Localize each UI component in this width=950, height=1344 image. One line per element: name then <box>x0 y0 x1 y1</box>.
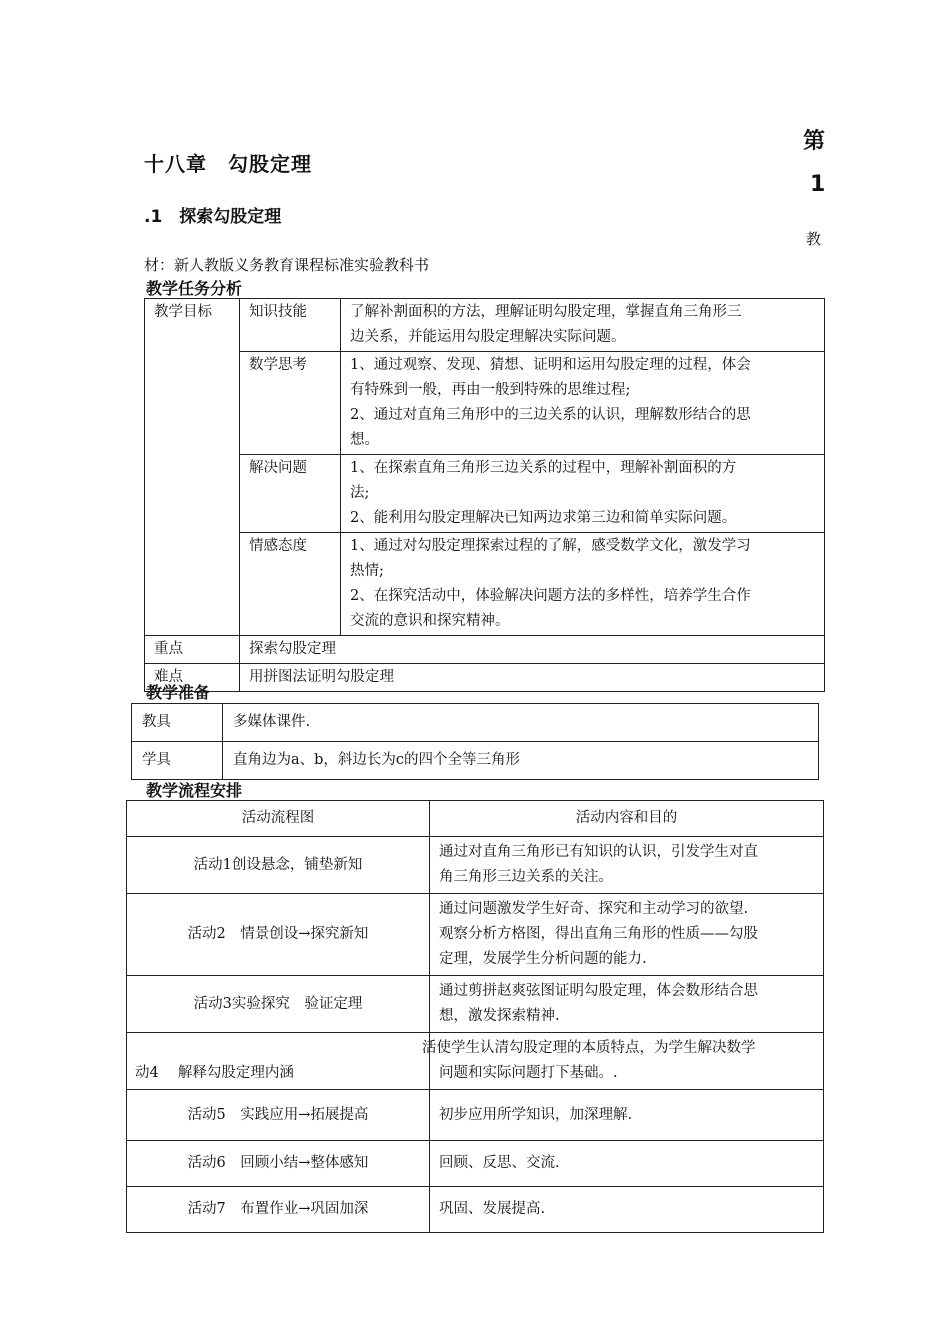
category-cell: 情感态度 <box>240 533 341 636</box>
activity-cell: 活动6 回顾小结→整体感知 <box>127 1141 430 1187</box>
content-line: 热情; <box>350 563 384 579</box>
chapter-title: 十八章 勾股定理 <box>144 152 312 176</box>
content-line: 想。 <box>350 432 379 448</box>
purpose-line: 想，激发探索精神. <box>439 1008 560 1024</box>
table-row <box>127 1033 824 1090</box>
table-row <box>132 742 819 780</box>
task-analysis-heading: 教学任务分析 <box>146 279 243 298</box>
category-cell: 解决问题 <box>240 455 341 533</box>
key-label: 重点 <box>145 636 240 664</box>
content-line: 法; <box>350 485 370 501</box>
section-title: .1 探索勾股定理 <box>144 207 282 227</box>
table-row <box>127 894 824 976</box>
content-line: 2、通过对直角三角形中的三边关系的认识，理解数形结合的思 <box>350 407 751 423</box>
category-cell: 数学思考 <box>240 352 341 455</box>
table-row <box>145 664 825 692</box>
side-char-one: 1 <box>810 172 826 197</box>
goal-label: 教学目标 <box>145 299 240 636</box>
prep-value: 直角边为a、b，斜边长为c的四个全等三角形 <box>223 742 819 780</box>
purpose-cell: 回顾、反思、交流. <box>430 1141 824 1187</box>
table-row <box>127 1141 824 1187</box>
activity-cell: 动4 解释勾股定理内涵 <box>127 1033 430 1090</box>
prep-label: 教具 <box>132 704 223 742</box>
purpose-line: 角三角形三边关系的关注。 <box>439 869 613 885</box>
category-cell: 知识技能 <box>240 299 341 352</box>
table-row <box>132 704 819 742</box>
table-row <box>127 801 824 837</box>
table-row <box>127 976 824 1033</box>
content-line: 边关系，并能运用勾股定理解决实际问题。 <box>350 329 626 345</box>
purpose-cell <box>430 894 824 976</box>
purpose-line: 观察分析方格图，得出直角三角形的性质——勾股 <box>439 926 758 942</box>
table-row <box>145 299 825 352</box>
side-char-di: 第 <box>803 129 826 154</box>
content-cell <box>341 299 825 352</box>
activity-cell: 活动2 情景创设→探究新知 <box>127 894 430 976</box>
purpose-line: 定理，发展学生分析问题的能力. <box>439 951 647 967</box>
content-line: 1、在探索直角三角形三边关系的过程中，理解补割面积的方 <box>350 460 737 476</box>
content-line: 交流的意识和探究精神。 <box>350 613 510 629</box>
task-analysis-table <box>144 298 825 692</box>
content-line: 有特殊到一般，再由一般到特殊的思维过程; <box>350 382 631 398</box>
table-row <box>145 352 825 455</box>
preparation-table <box>131 703 819 780</box>
preparation-heading: 教学准备 <box>146 683 211 702</box>
table-row <box>127 1090 824 1141</box>
purpose-cell <box>422 1033 824 1090</box>
table-row <box>145 636 825 664</box>
content-cell <box>341 455 825 533</box>
side-char-jiao: 教 <box>806 230 822 248</box>
table-row <box>127 837 824 894</box>
content-line: 2、在探究活动中，体验解决问题方法的多样性，培养学生合作 <box>350 588 751 604</box>
flow-heading: 教学流程安排 <box>146 781 243 800</box>
table-row <box>145 533 825 636</box>
prep-value: 多媒体课件. <box>223 704 819 742</box>
purpose-line: 通过剪拼赵爽弦图证明勾股定理，体会数形结合思 <box>439 983 758 999</box>
difficulty-value: 用拼图法证明勾股定理 <box>240 664 825 692</box>
purpose-line: 活使学生认清勾股定理的本质特点，为学生解决数学 <box>422 1040 756 1056</box>
content-cell <box>341 533 825 636</box>
content-cell <box>341 352 825 455</box>
content-line: 2、能利用勾股定理解决已知两边求第三边和简单实际问题。 <box>350 510 737 526</box>
purpose-cell <box>430 837 824 894</box>
content-line: 1、通过观察、发现、猜想、证明和运用勾股定理的过程，体会 <box>350 357 751 373</box>
purpose-cell: 初步应用所学知识，加深理解. <box>430 1090 824 1141</box>
activity-cell: 活动7 布置作业→巩固加深 <box>127 1187 430 1233</box>
textbook-line: 材：新人教版义务教育课程标准实验教科书 <box>144 256 430 274</box>
key-value: 探索勾股定理 <box>240 636 825 664</box>
purpose-cell <box>430 976 824 1033</box>
activity-cell: 活动1创设悬念，铺垫新知 <box>127 837 430 894</box>
prep-label: 学具 <box>132 742 223 780</box>
content-line: 1、通过对勾股定理探索过程的了解，感受数学文化，激发学习 <box>350 538 751 554</box>
table-row <box>127 1187 824 1233</box>
purpose-line: 通过问题激发学生好奇、探究和主动学习的欲望. <box>439 901 749 917</box>
difficulty-label: 难点 <box>145 664 240 692</box>
activity-cell: 活动3实验探究 验证定理 <box>127 976 430 1033</box>
table-row <box>145 455 825 533</box>
flow-col-header: 活动流程图 <box>127 801 430 837</box>
purpose-line: 通过对直角三角形已有知识的认识，引发学生对直 <box>439 844 758 860</box>
flow-col-header: 活动内容和目的 <box>430 801 824 837</box>
purpose-line: 问题和实际问题打下基础。. <box>439 1065 618 1081</box>
flow-table <box>126 800 824 1233</box>
activity-cell: 活动5 实践应用→拓展提高 <box>127 1090 430 1141</box>
purpose-cell: 巩固、发展提高. <box>430 1187 824 1233</box>
content-line: 了解补割面积的方法，理解证明勾股定理，掌握直角三角形三 <box>350 304 742 320</box>
